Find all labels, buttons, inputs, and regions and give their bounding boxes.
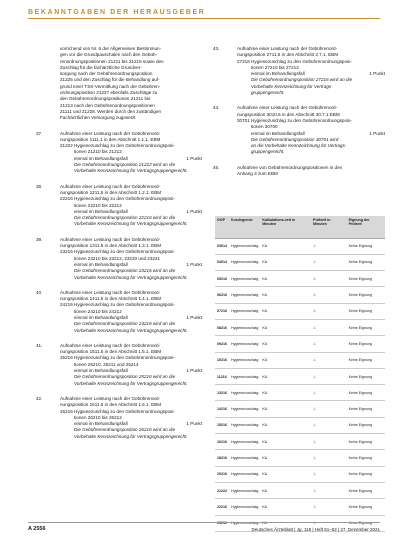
table-cell: ./. (311, 482, 347, 498)
section-item (36, 343, 202, 387)
section-item (36, 290, 202, 334)
table-cell: Keine Eignung (347, 303, 385, 319)
gop-description: Hygienezuschlag zu den Gebührenordnungsposi- (251, 58, 352, 64)
table-cell: ./. (311, 319, 347, 335)
table-cell: KA (260, 401, 311, 417)
section-line: nungsposition 2711.5 in den Abschnitt 2.7.1. EBM (237, 52, 339, 58)
intro-line: ordnungsposition 21237 ebenfalls Zuschläge zu (60, 90, 158, 96)
section-number: 40. (36, 289, 43, 295)
note-line: Die Gebührenordnungsposition 24216 wird an die (74, 321, 176, 327)
gop-entry (237, 118, 385, 131)
table-cell: Keine Eignung (347, 352, 385, 368)
gop-entry (60, 302, 202, 315)
table-cell: KA (260, 482, 311, 498)
section-number: 42. (36, 395, 43, 401)
table-cell: KA (260, 499, 311, 515)
section-line: nungsposition 1311.5 in den Abschnitt 1.3.1. EBM (60, 243, 162, 249)
section-line: nungsposition 1611.5 in den Abschnitt 1.6.1. EBM (60, 402, 162, 408)
table-cell: ./. (311, 238, 347, 254)
section-line: Aufnahme einer Leistung nach der Gebührenord- (237, 105, 338, 111)
note-line: Vorbehalte Kennzeichnung für Vertrags- (251, 83, 333, 89)
table-cell: Hygienezuschlag (229, 352, 260, 368)
section-note (237, 77, 385, 96)
gop-description: tionen 26210 bis 26212 (74, 414, 122, 420)
table-cell: ./. (311, 515, 347, 531)
table-cell: Keine Eignung (347, 450, 385, 466)
table-cell: KA (260, 385, 311, 401)
table-row (215, 466, 385, 482)
intro-line: 21213 nach den Gebührenordnungspositionen (60, 102, 155, 108)
table-cell: ./. (311, 254, 347, 270)
section-note (60, 215, 202, 228)
note-line: Vorbehalte Kennzeichnung für Vertragsgruppengerecht. (74, 274, 188, 280)
table-row (215, 450, 385, 466)
table-cell: 05216 (215, 271, 229, 287)
table-cell: ./. (311, 499, 347, 515)
gop-code: 23216 (60, 249, 73, 255)
note-line: Die Gebührenordnungsposition 25216 wird an die (74, 374, 176, 380)
value-points: 1 Punkt (369, 130, 385, 136)
intro-line: gen vor die Grundpauschalen nach den Gebüh- (60, 52, 158, 58)
table-cell: Keine Eignung (347, 482, 385, 498)
section-line: Aufnahme einer Leistung nach der Gebührenord- (60, 289, 161, 295)
section-line: Aufnahme von Gebührenordnungspositionen in den (237, 164, 343, 170)
table-cell: Hygienezuschlag (229, 417, 260, 433)
table-cell: Hygienezuschlag (229, 238, 260, 254)
table-cell: Keine Eignung (347, 368, 385, 384)
intro-line: Fachärztlichen Versorgung zugesetzt (60, 115, 136, 121)
table-row (215, 287, 385, 303)
section-number: 38. (36, 183, 43, 189)
note-line: gruppengerecht. (251, 90, 285, 96)
gop-code: 22216 (60, 196, 73, 202)
table-cell: 15216 (215, 417, 229, 433)
table-cell: ./. (311, 401, 347, 417)
gop-description: tionen 21210 bis 21212 (74, 149, 122, 155)
intro-line: Zuschlag für die fachärztliche Grundver- (60, 64, 142, 70)
gop-description: Hygienezuschlag zu den Gebührenordnungsposi- (74, 143, 175, 149)
section-note (60, 374, 202, 387)
section-line: Aufnahme einer Leistung nach der Gebührenord- (60, 342, 161, 348)
table-row (215, 254, 385, 270)
table-cell: 13216 (215, 385, 229, 401)
value-label: einmal im Behandlungsfall (251, 130, 305, 136)
table-row (215, 319, 385, 335)
intro-paragraph (36, 46, 202, 122)
value-points: 1 Punkt (186, 208, 202, 214)
table-cell: 23216 (215, 515, 229, 531)
gop-description: tionen 27210 bis 27212 (251, 64, 299, 70)
table-cell: KA (260, 434, 311, 450)
table-row (215, 417, 385, 433)
note-line: Die Gebührenordnungsposition 22216 wird an die (74, 215, 176, 221)
table-row (215, 271, 385, 287)
table-cell: Hygienezuschlag (229, 385, 260, 401)
note-line: Die Gebührenordnungsposition 23216 wird an die (74, 268, 176, 274)
table-cell: Hygienezuschlag (229, 515, 260, 531)
table-row (215, 499, 385, 515)
value-points: 1 Punkt (369, 71, 385, 77)
table-cell: Keine Eignung (347, 417, 385, 433)
table-cell: KA (260, 352, 311, 368)
value-label: einmal im Behandlungsfall (74, 208, 128, 214)
gop-code: 24216 (60, 302, 73, 308)
table-cell: Hygienezuschlag (229, 271, 260, 287)
table-cell: 03014 (215, 238, 229, 254)
gop-entry (60, 409, 202, 422)
note-line: Vorbehalte Kennzeichnung für Vertragsgruppengerecht. (74, 380, 188, 386)
table-cell: 16216 (215, 434, 229, 450)
table-cell: 20216 (215, 466, 229, 482)
gop-description: tionen 22210 bis 22212 (74, 202, 122, 208)
section-item (213, 46, 385, 96)
table-cell: 22216 (215, 499, 229, 515)
table-cell: 18216 (215, 450, 229, 466)
note-line: an die Vorbehalte Kennzeichnung für Vertrags- (251, 143, 347, 149)
table-cell: Keine Eignung (347, 287, 385, 303)
table-cell: KA (260, 466, 311, 482)
gop-entry (60, 355, 202, 368)
note-line: Vorbehalte Kennzeichnung für Vertragsgruppengerecht. (74, 327, 188, 333)
table-cell: 07216 (215, 303, 229, 319)
section-note (60, 321, 202, 334)
table-cell: Keine Eignung (347, 466, 385, 482)
section-note (60, 427, 202, 440)
section-line: Aufnahme einer Leistung nach der Gebührenord- (237, 46, 338, 51)
left-column (36, 46, 202, 449)
table-cell: ./. (311, 287, 347, 303)
table-header-cell: Kurzlegende (229, 216, 260, 238)
table-header-cell: Kalkulations-zeit in Minuten (260, 216, 311, 238)
intro-line: grund einer TSS-Vermittlung nach der Gebühren- (60, 83, 161, 89)
table-cell: Keine Eignung (347, 515, 385, 531)
table-cell: 06216 (215, 287, 229, 303)
note-line: Vorbehalte Kennzeichnung für Vertragsgruppengerecht. (74, 433, 188, 439)
table-row (215, 368, 385, 384)
table-cell: KA (260, 238, 311, 254)
header-rule (28, 18, 380, 19)
table-cell: ./. (311, 368, 347, 384)
gop-code: 30701 (237, 117, 250, 123)
table-cell: ./. (311, 303, 347, 319)
table-row (215, 482, 385, 498)
value-points: 1 Punkt (186, 261, 202, 267)
intro-line: renordnungspositionen 21211 bis 21215 sowie den (60, 58, 164, 64)
table-cell: Hygienezuschlag (229, 499, 260, 515)
table-cell: Keine Eignung (347, 385, 385, 401)
section-item (36, 396, 202, 440)
intro-line: vorrichend von Nr. 6 der Allgemeinen Bestimmun- (60, 46, 162, 51)
note-line: Die Gebührenordnungsposition 26216 wird an die (74, 427, 176, 433)
table-body (215, 238, 385, 531)
table-cell: KA (260, 254, 311, 270)
section-line: nungsposition 1211.5 in den Abschnitt 1.2.1. EBM (60, 189, 162, 195)
table-cell: KA (260, 271, 311, 287)
table-cell: KA (260, 368, 311, 384)
value-points: 1 Punkt (186, 155, 202, 161)
table-cell: KA (260, 319, 311, 335)
gop-description: tionen 24210 bis 24212 (74, 308, 122, 314)
section-item (213, 105, 385, 155)
table-cell: Hygienezuschlag (229, 319, 260, 335)
gop-description: tionen 30700 (251, 124, 278, 130)
value-label: einmal im Behandlungsfall (74, 261, 128, 267)
section-item (36, 131, 202, 175)
intro-line: den Gebührenordnungspositionen 21211 bis (60, 96, 151, 102)
table-cell: Hygienezuschlag (229, 482, 260, 498)
section-item (36, 184, 202, 228)
value-label: einmal im Behandlungsfall (251, 71, 305, 77)
table-cell: 04014 (215, 254, 229, 270)
table-cell: KA (260, 287, 311, 303)
table-row (215, 352, 385, 368)
section-item (213, 165, 385, 178)
table-cell: Keine Eignung (347, 319, 385, 335)
gop-description: Hygienezuschlag zu den Gebührenordnungsposi- (74, 196, 175, 202)
table-cell: 21222 (215, 482, 229, 498)
table-cell: Keine Eignung (347, 499, 385, 515)
table-header-cell: GOP (215, 216, 229, 238)
value-points: 1 Punkt (186, 314, 202, 320)
header-title: BEKANNTGABEN DER HERAUSGEBER (28, 9, 206, 16)
note-line: Die Gebührenordnungsposition 21222 wird an die (74, 162, 176, 168)
section-number: 37. (36, 130, 43, 136)
table-cell: Keine Eignung (347, 434, 385, 450)
note-line: Die Gebührenordnungsposition 30701 wird (251, 136, 339, 142)
table-cell: ./. (311, 450, 347, 466)
footer-rule (28, 522, 380, 523)
table-cell: KA (260, 336, 311, 352)
table-cell: Hygienezuschlag (229, 466, 260, 482)
page-header (0, 0, 407, 22)
gop-entry (237, 59, 385, 72)
section-number: 39. (36, 236, 43, 242)
table-cell: Hygienezuschlag (229, 368, 260, 384)
section-line: Aufnahme einer Leistung nach der Gebührenord- (60, 395, 161, 401)
gop-entry (60, 249, 202, 262)
gop-description: tionen 23210 bis 23212, 23220 und 23221 (74, 255, 161, 261)
table-row (215, 434, 385, 450)
gop-description: Hygienezuschlag zu den Gebührenordnungsposi- (74, 302, 175, 308)
value-label: einmal im Behandlungsfall (74, 368, 128, 374)
table-cell: KA (260, 450, 311, 466)
section-line: nungsposition 1411.5 in den Abschnitt 1.4.1. EBM (60, 296, 162, 302)
intro-line: sorgung nach der Gebührenordnungsposition (60, 71, 153, 77)
table-row (215, 401, 385, 417)
table-cell: 14216 (215, 401, 229, 417)
table-cell: ./. (311, 417, 347, 433)
table-cell: Hygienezuschlag (229, 401, 260, 417)
table-cell: Hygienezuschlag (229, 336, 260, 352)
section-number: 41. (36, 342, 43, 348)
value-points: 1 Punkt (186, 421, 202, 427)
table-row (215, 385, 385, 401)
table-row (215, 303, 385, 319)
table-cell: Hygienezuschlag (229, 303, 260, 319)
note-line: Die Gebührenordnungsposition 27216 wird an die (251, 77, 353, 83)
table-header-row (215, 216, 385, 238)
gop-code: 26216 (60, 408, 73, 414)
table-cell: ./. (311, 336, 347, 352)
table-cell: Keine Eignung (347, 336, 385, 352)
page-number: A 2556 (28, 526, 46, 532)
section-line: nungsposition 3010.5 in den Abschnitt 30.7.1 EBM (237, 111, 340, 117)
intro-line: 21225 und den Zuschlag für die Behandlung auf- (60, 77, 160, 83)
table-header-cell: Eignung der Prüfzeit (347, 216, 385, 238)
section-line: Anhang 3 zum EBM (237, 171, 278, 177)
section-number: 43. (213, 46, 220, 51)
table-cell: KA (260, 417, 311, 433)
section-number: 45. (213, 164, 220, 170)
table-cell: 08216 (215, 319, 229, 335)
table-cell: Keine Eignung (347, 401, 385, 417)
gop-entry (60, 196, 202, 209)
gop-description: Hygienezuschlag zu den Gebührenordnungsposi- (74, 408, 175, 414)
table-cell: ./. (311, 271, 347, 287)
value-label: einmal im Behandlungsfall (74, 155, 128, 161)
table-cell: 11216 (215, 368, 229, 384)
table-cell: KA (260, 303, 311, 319)
journal-info: Deutsches Ärzteblatt | Jg. 118 | Heft 51–52 | 27. Dezember 2021 (251, 527, 380, 532)
section-item (36, 237, 202, 281)
section-note (237, 137, 385, 156)
gop-description: Hygienezuschlag zu den Gebührenordnungsposi- (74, 355, 175, 361)
right-column (213, 46, 385, 186)
section-note (60, 162, 202, 175)
table-cell: Hygienezuschlag (229, 434, 260, 450)
table-header-cell: Prüfzeit in Minuten (311, 216, 347, 238)
table-cell: Keine Eignung (347, 254, 385, 270)
section-line: nungsposition 1511.5 in den Abschnitt 1.5.1. EBM (60, 349, 162, 355)
section-line: Aufnahme einer Leistung nach der Gebührenord- (60, 130, 161, 136)
gop-description: Hygienezuschlag zu den Gebührenordnungsposi- (74, 249, 175, 255)
note-line: Vorbehalte Kennzeichnung für Vertragsgruppengerecht. (74, 168, 188, 174)
gop-entry (60, 143, 202, 156)
section-number: 44. (213, 105, 220, 111)
table-cell: ./. (311, 352, 347, 368)
table-cell: ./. (311, 385, 347, 401)
table-cell: Hygienezuschlag (229, 287, 260, 303)
table-row (215, 238, 385, 254)
table-row (215, 336, 385, 352)
section-line: Aufnahme einer Leistung nach der Gebührenord- (60, 236, 161, 242)
gop-description: Hygienezuschlag zu den Gebührenordnungsposi- (251, 117, 352, 123)
table-cell: 09216 (215, 336, 229, 352)
table-cell: KA (260, 515, 311, 531)
gop-description: tionen 25210, 25211 und 25214 (74, 361, 139, 367)
gop-table (215, 216, 385, 532)
table-cell: 10216 (215, 352, 229, 368)
section-line: nungsposition 1111.1 in den Abschnitt 1.1.1. EBM (60, 136, 161, 142)
intro-line: 21111 und 21228. Werden durch den zuständigen (60, 108, 162, 114)
table-cell: Keine Eignung (347, 271, 385, 287)
table-cell: ./. (311, 466, 347, 482)
note-line: gruppengerecht. (251, 149, 285, 155)
table-cell: ./. (311, 434, 347, 450)
table-cell: Hygienezuschlag (229, 254, 260, 270)
gop-code: 27216 (237, 58, 250, 64)
table-cell: Hygienezuschlag (229, 450, 260, 466)
value-label: einmal im Behandlungsfall (74, 421, 128, 427)
section-line: Aufnahme einer Leistung nach der Gebührenord- (60, 183, 161, 189)
note-line: Vorbehalte Kennzeichnung für Vertragsgruppengerecht. (74, 221, 188, 227)
section-note (60, 268, 202, 281)
value-points: 1 Punkt (186, 368, 202, 374)
gop-code: 25216 (60, 355, 73, 361)
value-label: einmal im Behandlungsfall (74, 314, 128, 320)
table-cell: Keine Eignung (347, 238, 385, 254)
gop-code: 21222 (60, 143, 73, 149)
